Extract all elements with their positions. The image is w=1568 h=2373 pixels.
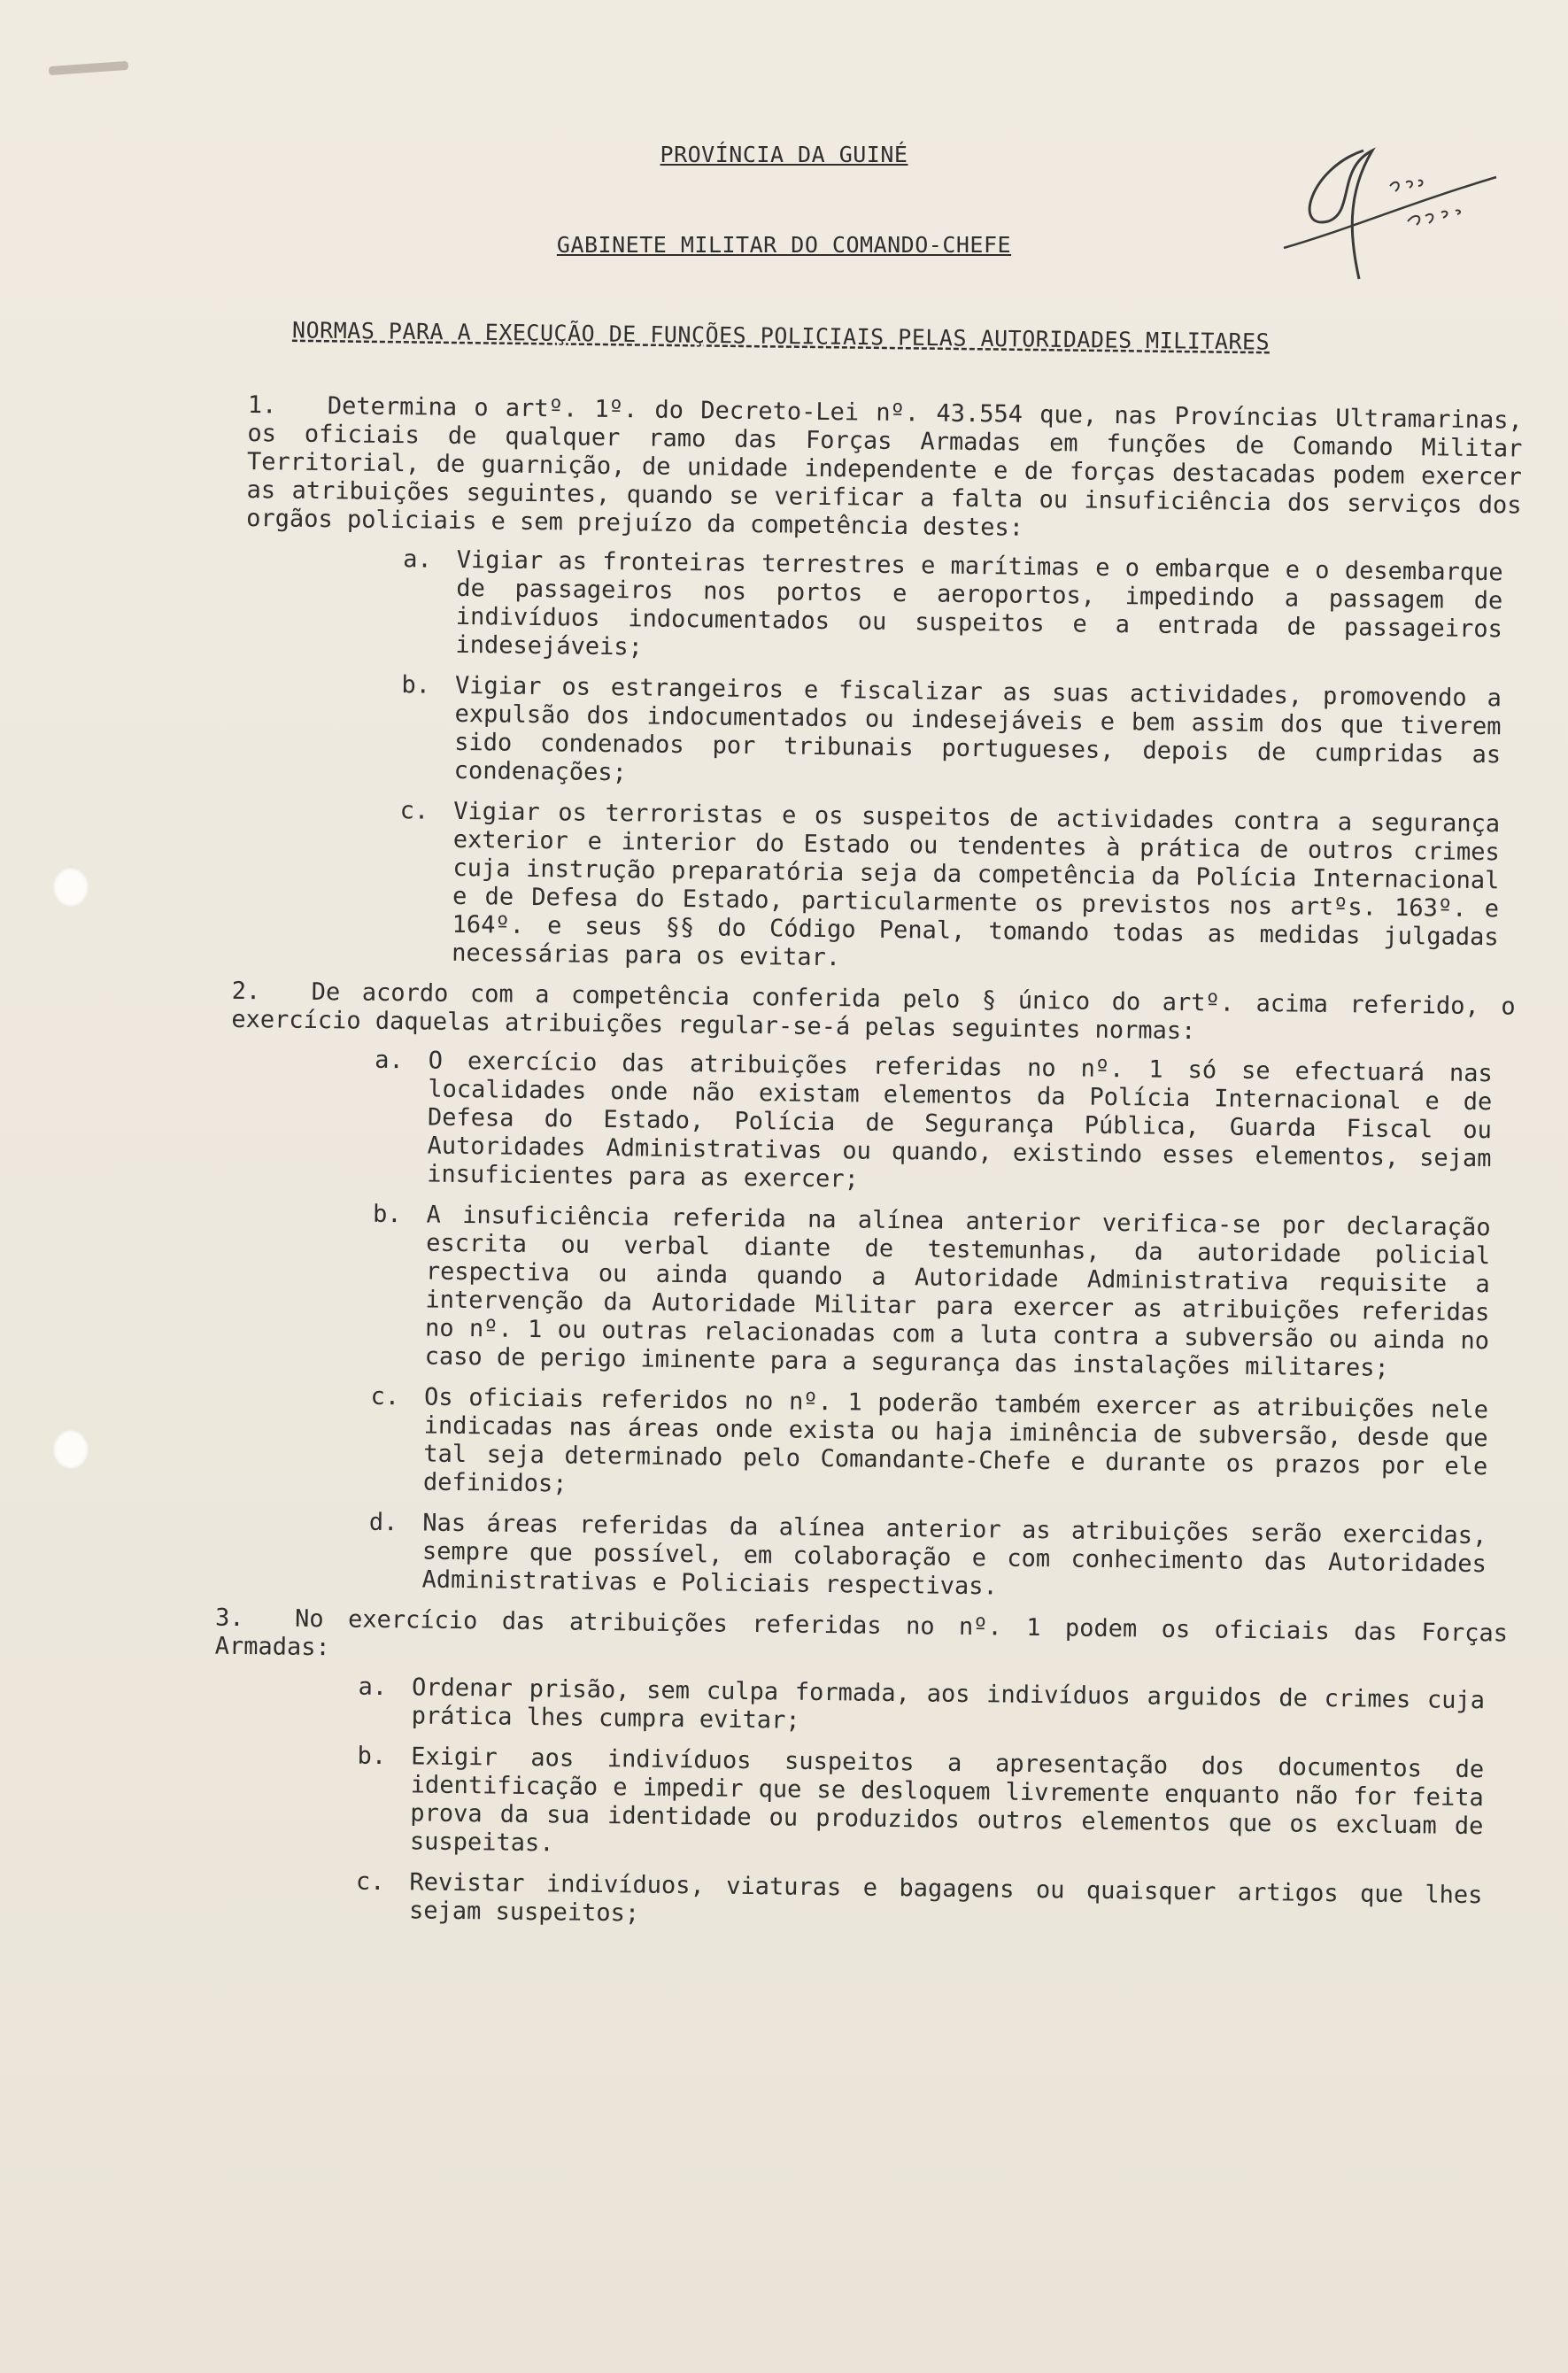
item-letter: c.	[370, 1382, 400, 1411]
section-number: 3.	[214, 1604, 244, 1633]
item-letter: d.	[368, 1508, 398, 1537]
section-3-items	[322, 1673, 1485, 1938]
document-body	[214, 391, 1523, 1951]
item-letter: b.	[372, 1200, 402, 1229]
item-letter: c.	[355, 1867, 385, 1897]
list-item	[336, 1382, 1488, 1510]
item-letter: b.	[357, 1742, 387, 1771]
item-letter: c.	[399, 797, 429, 825]
section-2	[231, 978, 1516, 1050]
item-text: Ordenar prisão, sem culpa formada, aos indivíduos arguidos de crimes cuja prática lhes cumpra evitar;	[411, 1673, 1486, 1735]
item-text: Vigiar os estrangeiros e fiscalizar as suas actividades, promovendo a expulsão dos indocumentados ou indesejáveis e bem assim dos que tiverem sido condenados por tribunais portugueses, depois de cumpridas as condenações;	[453, 671, 1502, 787]
list-item	[325, 1673, 1486, 1743]
item-letter: a.	[402, 545, 432, 574]
section-text: De acordo com a competência conferida pelo § único do artº. acima referido, o exercício daquelas atribuições regular-se-á pelas seguintes normas:	[231, 978, 1516, 1046]
province-heading: PROVÍNCIA DA GUINÉ	[660, 142, 908, 167]
item-text: Os oficiais referidos no nº. 1 poderão também exercer as atribuições nele indicadas nas áreas onde exista ou haja iminência de subversão, desde que tal seja determinado pelo Comandante-Chefe e durante os prazos por ele definidos;	[422, 1383, 1489, 1498]
item-text: Revistar indivíduos, viaturas e bagagens ou quaisquer artigos que lhes sejam suspeitos;	[408, 1868, 1483, 1928]
section-1	[246, 391, 1523, 549]
section-text: Determina o artº. 1º. do Decreto-Lei nº. 43.554 que, nas Províncias Ultramarinas, os oficiais de qualquer ramo das Forças Armadas em funções de Comando Militar Territorial, de guarnição, de unidade independente e de forças destacadas podem exercer as atribuições seguintes, quando se verificar a falta ou insuficiência dos serviços dos orgãos policiais e sem prejuízo da competência destes:	[246, 392, 1523, 542]
item-letter: a.	[358, 1673, 388, 1702]
item-text: Vigiar os terroristas e os suspeitos de actividades contra a segurança exterior e interior do Estado ou tendentes à prática de outros crimes cuja instrução preparatória seja da competência da Polícia Internacional e de Defesa do Estado, particularmente os previstos nos artºs. 163º. e 164º. e seus §§ do Código Penal, tomando todas as medidas julgadas necessárias para os evitar.	[452, 797, 1501, 972]
item-text: A insuficiência referida na alínea anterior verifica-se por declaração escrita ou verbal diante de testemunhas, da autoridade policial respectiva ou ainda quando a Autoridade Administrativa requisite a intervenção da Autoridade Militar para exercer as atribuições referidas no nº. 1 ou outras relacionadas com a luta contra a subversão ou ainda no caso de perigo iminente para a segurança das instalações militares;	[424, 1201, 1491, 1382]
item-text: O exercício das atribuições referidas no nº. 1 só se efectuará nas localidades onde não existam elementos da Polícia Internacional e de Defesa do Estado, Polícia de Segurança Pública, Guarda Fiscal ou Autoridades Administrativas ou quando, existindo esses elementos, sejam insuficientes para as exercer;	[427, 1047, 1493, 1194]
section-3	[214, 1604, 1508, 1677]
item-text: Exigir aos indivíduos suspeitos a apresentação dos documentos de identificação e impedir que se desloquem livremente enquanto não for feita prova da sua identidade ou produzidos outros elementos que os excluam de suspeitas.	[409, 1743, 1485, 1858]
list-item	[335, 1508, 1487, 1607]
section-2-items	[335, 1046, 1492, 1607]
section-text: No exercício das atribuições referidas no nº. 1 podem os oficiais das Forças Armadas:	[214, 1604, 1509, 1662]
list-item	[338, 1200, 1491, 1384]
punch-hole-lower	[53, 1430, 89, 1469]
section-number: 2.	[231, 977, 261, 1006]
punch-hole-upper	[53, 868, 89, 907]
section-1-items	[365, 545, 1503, 981]
list-item	[367, 671, 1502, 799]
item-text: Vigiar as fronteiras terrestres e marítimas e o embarque e o desembarque de passageiros nos portos e aeroportos, impedindo a passagem de indivíduos indocumentados ou suspeitos e a entrada de passageiros indesejáveis;	[455, 545, 1503, 661]
list-item	[322, 1867, 1483, 1938]
item-text: Nas áreas referidas da alínea anterior as atribuições serão exercidas, sempre que possível, em colaboração e com conhecimento das Autoridades Administrativas e Policiais respectivas.	[421, 1509, 1487, 1601]
section-number: 1.	[247, 391, 277, 420]
item-letter: b.	[401, 671, 431, 700]
item-letter: a.	[375, 1046, 404, 1075]
list-item	[340, 1046, 1493, 1202]
list-item	[368, 545, 1502, 673]
list-item	[323, 1742, 1484, 1869]
document-title: NORMAS PARA A EXECUÇÃO DE FUNÇÕES POLICIAIS PELAS AUTORIDADES MILITARES	[291, 317, 1271, 355]
office-heading: GABINETE MILITAR DO COMANDO-CHEFE	[556, 232, 1012, 258]
list-item	[365, 797, 1500, 981]
